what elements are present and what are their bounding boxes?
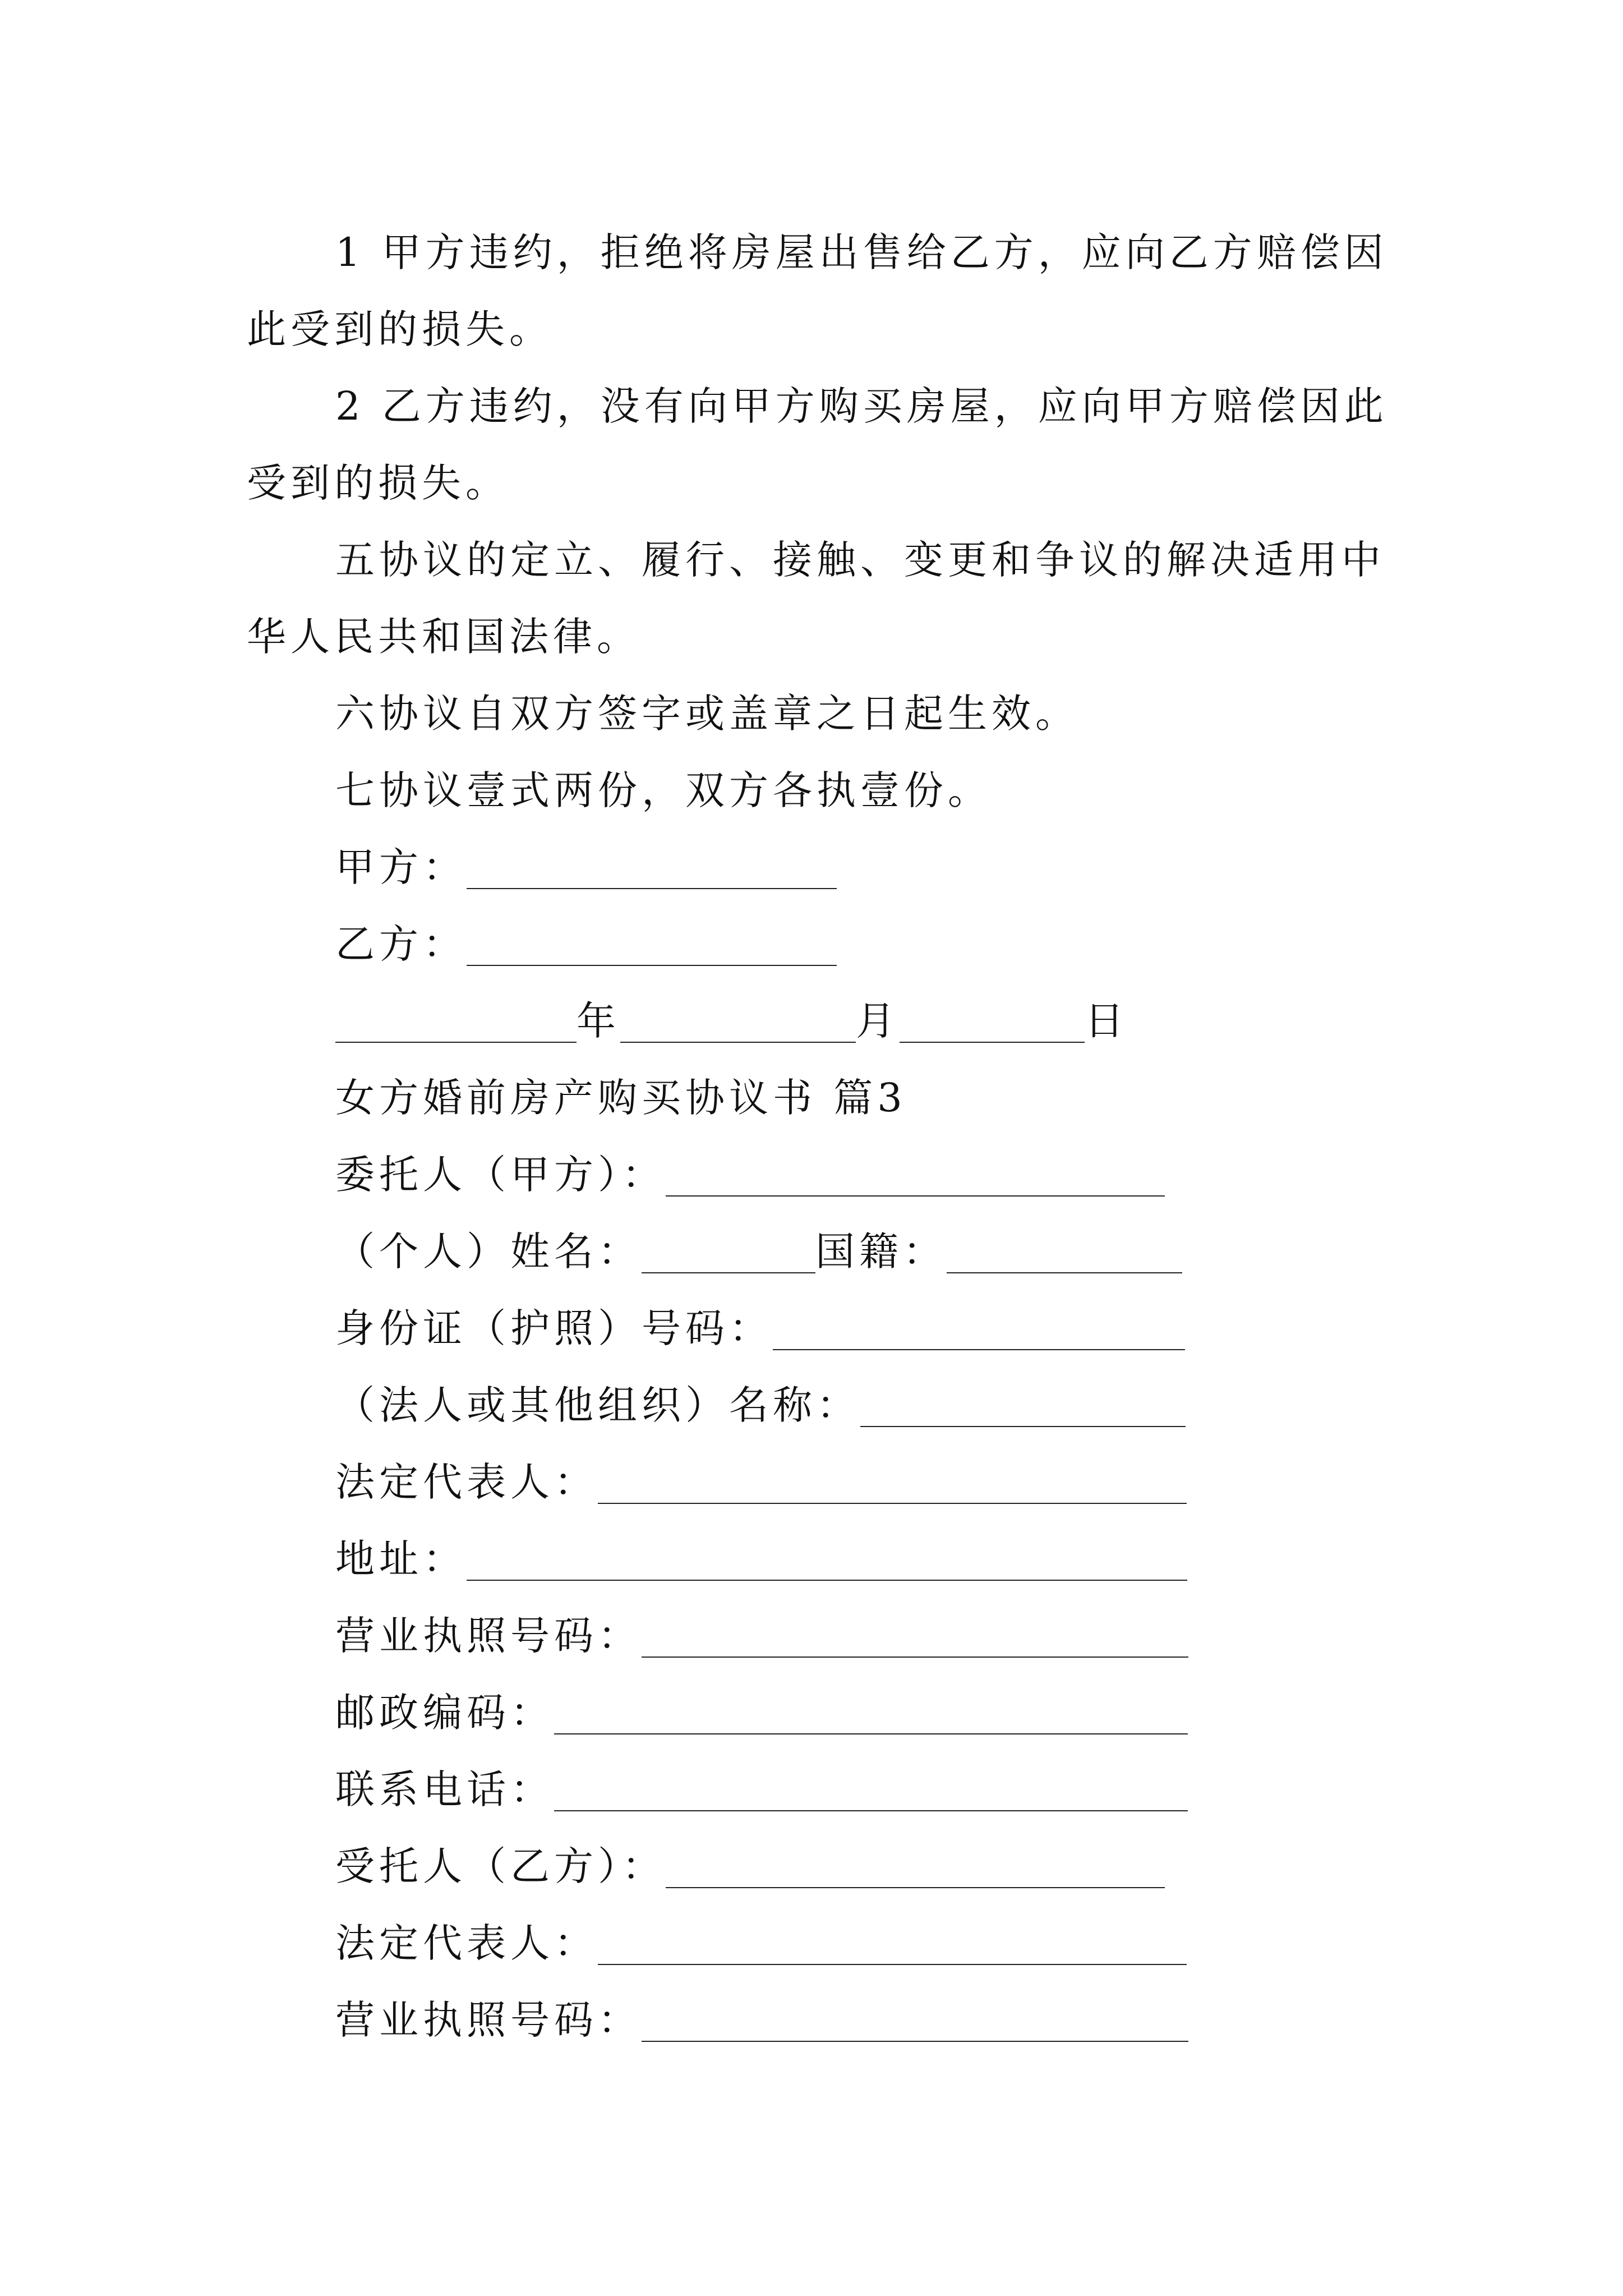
field-trustee-label: 受托人（乙方）： <box>335 1843 666 1889</box>
field-trustee-blank[interactable] <box>666 1887 1165 1888</box>
clause-5: 五协议的定立、履行、接触、变更和争议的解决适用中华人民共和国法律。 <box>247 537 1385 660</box>
party-a-signature-line <box>335 829 837 906</box>
field-legal-rep-label: 法定代表人： <box>335 1459 598 1505</box>
field-business-license-label: 营业执照号码： <box>335 1613 642 1659</box>
field-trustee-business-license-label: 营业执照号码： <box>335 1997 642 2043</box>
clause-1: 1 甲方违约，拒绝将房屋出售给乙方，应向乙方赔偿因此受到的损失。 <box>247 229 1388 352</box>
party-b-label: 乙方： <box>335 921 467 967</box>
date-line <box>335 983 1128 1060</box>
field-org-name <box>335 1367 1186 1444</box>
field-client <box>335 1137 1165 1213</box>
field-trustee-business-license-blank[interactable] <box>642 2041 1188 2042</box>
day-blank[interactable] <box>900 1042 1085 1043</box>
field-trustee-legal-rep-blank[interactable] <box>598 1964 1187 1965</box>
day-label: 日 <box>1085 998 1128 1044</box>
field-phone <box>335 1751 1188 1828</box>
field-id-number <box>335 1290 1185 1367</box>
field-client-label: 委托人（甲方）： <box>335 1152 666 1198</box>
party-b-signature-line <box>335 906 837 983</box>
field-address <box>335 1521 1187 1598</box>
field-org-name-label: （法人或其他组织）名称： <box>335 1382 860 1428</box>
field-business-license-blank[interactable] <box>642 1657 1188 1658</box>
field-phone-blank[interactable] <box>554 1810 1188 1811</box>
field-postal-code-blank[interactable] <box>554 1733 1188 1734</box>
field-postal-code <box>335 1674 1188 1751</box>
field-client-blank[interactable] <box>666 1195 1165 1197</box>
field-address-blank[interactable] <box>467 1580 1187 1581</box>
field-business-license <box>335 1598 1188 1674</box>
party-a-label: 甲方： <box>335 844 467 890</box>
section-title-text: 女方婚前房产购买协议书 篇3 <box>335 1075 907 1121</box>
clause-7: 七协议壹式两份，双方各执壹份。 <box>335 767 992 813</box>
month-label: 月 <box>856 998 900 1044</box>
clause-6: 六协议自双方签字或盖章之日起生效。 <box>335 691 1079 737</box>
field-trustee <box>335 1828 1165 1905</box>
section-title <box>335 1060 907 1137</box>
field-id-number-label: 身份证（护照）号码： <box>335 1305 773 1351</box>
field-legal-rep-blank[interactable] <box>598 1503 1187 1504</box>
field-name-blank[interactable] <box>642 1272 815 1273</box>
party-a-blank[interactable] <box>467 888 837 889</box>
field-nationality-label: 国籍： <box>815 1228 947 1274</box>
field-trustee-legal-rep <box>335 1905 1187 1982</box>
field-name-nationality <box>335 1213 1182 1290</box>
field-phone-label: 联系电话： <box>335 1766 554 1812</box>
field-nationality-blank[interactable] <box>947 1272 1182 1273</box>
field-id-number-blank[interactable] <box>773 1349 1185 1350</box>
field-postal-code-label: 邮政编码： <box>335 1690 554 1736</box>
year-blank[interactable] <box>335 1042 577 1043</box>
field-address-label: 地址： <box>335 1536 467 1582</box>
month-blank[interactable] <box>620 1042 856 1043</box>
field-trustee-legal-rep-label: 法定代表人： <box>335 1920 598 1966</box>
field-org-name-blank[interactable] <box>860 1426 1186 1427</box>
field-name-label: （个人）姓名： <box>335 1228 642 1274</box>
year-label: 年 <box>577 998 620 1044</box>
clause-2: 2 乙方违约，没有向甲方购买房屋，应向甲方赔偿因此受到的损失。 <box>247 383 1388 506</box>
field-legal-rep <box>335 1444 1187 1521</box>
party-b-blank[interactable] <box>467 965 837 966</box>
field-trustee-business-license <box>335 1982 1188 2059</box>
